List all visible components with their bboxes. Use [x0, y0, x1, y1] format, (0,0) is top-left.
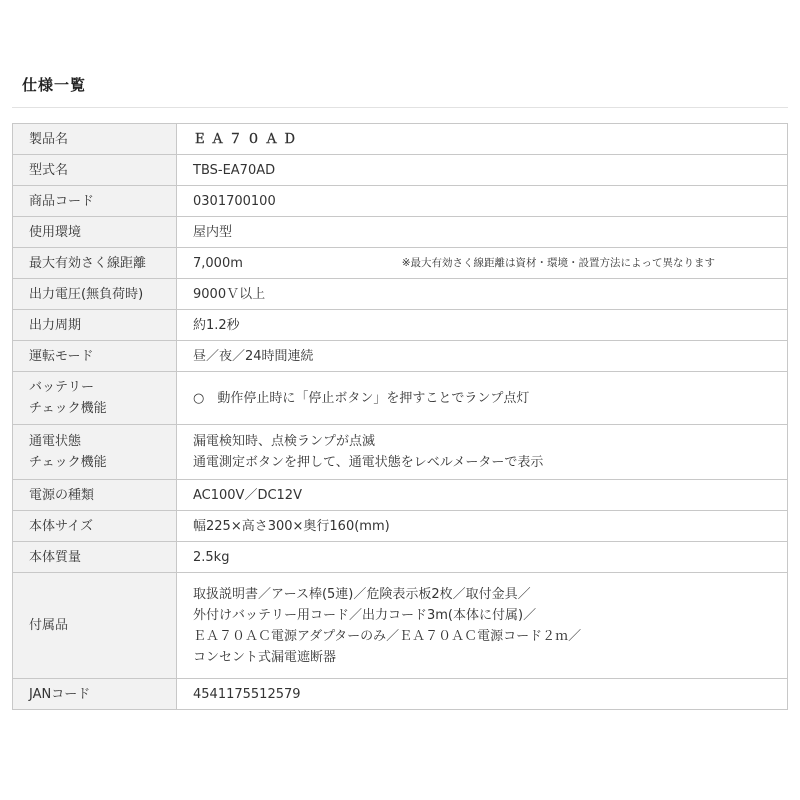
row-label: 最大有効さく線距離	[13, 248, 177, 279]
row-label: 商品コード	[13, 186, 177, 217]
row-value-line: 外付けバッテリー用コード／出力コード3m(本体に付属)／	[193, 607, 537, 623]
table-row	[13, 679, 788, 710]
row-value: 4541175512579	[177, 679, 788, 710]
row-value: ○ 動作停止時に「停止ボタン」を押すことでランプ点灯	[177, 372, 788, 425]
spec-table	[12, 123, 788, 710]
table-row	[13, 372, 788, 425]
row-value-line: 取扱説明書／アース棒(5連)／危険表示板2枚／取付金具／	[193, 586, 531, 602]
row-value-line: ＥＡ７０ＡＣ電源アダプターのみ／ＥＡ７０ＡＣ電源コード２ｍ／	[193, 628, 582, 644]
row-value-line: コンセント式漏電遮断器	[193, 649, 337, 665]
row-value: TBS-EA70AD	[177, 155, 788, 186]
row-value: 0301700100	[177, 186, 788, 217]
row-label: 使用環境	[13, 217, 177, 248]
distance-value: 7,000m	[193, 255, 243, 271]
table-row	[13, 341, 788, 372]
row-value: 屋内型	[177, 217, 788, 248]
row-value	[177, 573, 788, 679]
row-label	[13, 425, 177, 480]
title-divider	[12, 107, 788, 108]
row-label: 出力電圧(無負荷時)	[13, 279, 177, 310]
row-label-line: チェック機能	[29, 455, 107, 470]
row-value: 昼／夜／24時間連続	[177, 341, 788, 372]
row-label: 付属品	[13, 573, 177, 679]
table-row	[13, 573, 788, 679]
table-row	[13, 279, 788, 310]
table-row	[13, 217, 788, 248]
table-row	[13, 542, 788, 573]
table-row	[13, 155, 788, 186]
row-value	[177, 425, 788, 480]
row-value-line: 通電測定ボタンを押して、通電状態をレベルメーターで表示	[193, 455, 544, 470]
table-row	[13, 310, 788, 341]
row-value: 9000Ｖ以上	[177, 279, 788, 310]
distance-note: ※最大有効さく線距離は資材・環境・設置方法によって異なります	[401, 256, 715, 269]
row-value: 約1.2秒	[177, 310, 788, 341]
row-label-line: バッテリー	[29, 380, 95, 395]
row-label: 出力周期	[13, 310, 177, 341]
row-value: AC100V／DC12V	[177, 480, 788, 511]
row-label	[13, 372, 177, 425]
row-label: 本体サイズ	[13, 511, 177, 542]
row-value: 幅225×高さ300×奥行160(mm)	[177, 511, 788, 542]
table-row	[13, 186, 788, 217]
row-value: 2.5kg	[177, 542, 788, 573]
table-row	[13, 425, 788, 480]
row-label: JANコード	[13, 679, 177, 710]
product-name-value: ＥＡ７０ＡＤ	[193, 131, 302, 147]
row-label: 電源の種類	[13, 480, 177, 511]
row-label: 運転モード	[13, 341, 177, 372]
table-row	[13, 511, 788, 542]
row-label: 本体質量	[13, 542, 177, 573]
row-label-line: チェック機能	[29, 401, 107, 416]
table-row	[13, 480, 788, 511]
table-row	[13, 124, 788, 155]
row-value-line: 漏電検知時、点検ランプが点滅	[193, 434, 376, 449]
row-label: 製品名	[13, 124, 177, 155]
row-value	[177, 248, 788, 279]
row-label-line: 通電状態	[29, 434, 82, 449]
row-label: 型式名	[13, 155, 177, 186]
table-row	[13, 248, 788, 279]
row-value	[177, 124, 788, 155]
page-title: 仕様一覧	[22, 76, 87, 94]
